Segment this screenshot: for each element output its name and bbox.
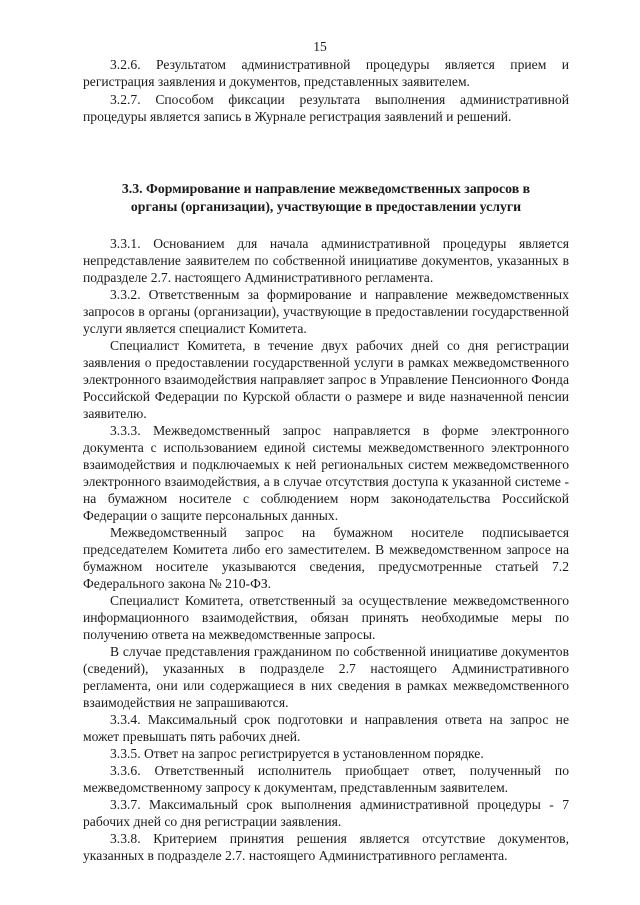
paragraph-specialist-request: Специалист Комитета, в течение двух рабочих дней со дня регистрации заявления о предоставлении государственной услуги в рамках межведомственного электронного взаимодействия направляет запрос в Управление Пенсионного Фонда Российской Федерации по Курской области о размере и виде назначенной пенсии заявителю. <box>83 338 569 421</box>
paragraph-3-3-5: 3.3.5. Ответ на запрос регистрируется в установленном порядке. <box>110 746 484 761</box>
paragraph-3-3-3: 3.3.3. Межведомственный запрос направляется в форме электронного документа с использованием единой системы межведомственного электронного взаимодействия и подключаемых к ней региональных систем межведомственного электронного взаимодействия, а в случае отсутствия доступа к указанной системе - на бумажном носителе с соблюдением норм законодательства Российской Федерации о защите персональных данных. <box>83 423 569 523</box>
paragraph-own-initiative: В случае представления гражданином по собственной инициативе документов (сведений), указанных в подразделе 2.7 настоящего Административного регламента, они или содержащиеся в них сведения в рамках межведомственного взаимодействия не запрашиваются. <box>83 644 569 710</box>
section-heading-line-1: 3.3. Формирование и направление межведомственных запросов в <box>121 181 531 196</box>
paragraph-paper-request: Межведомственный запрос на бумажном носителе подписывается председателем Комитета либо его заместителем. В межведомственном запросе на бумажном носителе указываются сведения, предусмотренные статьей 7.2 Федерального закона № 210-ФЗ. <box>83 525 569 591</box>
paragraph-3-3-2: 3.3.2. Ответственным за формирование и направление межведомственных запросов в органы (организации), участвующие в предоставлении государственной услуги является специалист Комитета. <box>83 287 569 336</box>
section-heading-line-2: органы (организации), участвующие в предоставлении услуги <box>130 199 522 214</box>
paragraph-3-3-8: 3.3.8. Критерием принятия решения является отсутствие документов, указанных в подразделе 2.7. настоящего Административного регламента. <box>83 831 569 863</box>
section-body <box>83 235 569 864</box>
paragraph-3-3-7: 3.3.7. Максимальный срок выполнения административной процедуры - 7 рабочих дней со дня регистрации заявления. <box>83 797 569 829</box>
paragraph-3-3-1: 3.3.1. Основанием для начала административной процедуры является непредставление заявителем по собственной инициативе документов, указанных в подразделе 2.7. настоящего Административного регламента. <box>83 236 569 285</box>
page-number: 15 <box>313 39 327 54</box>
section-heading <box>83 180 569 216</box>
paragraph-3-3-4: 3.3.4. Максимальный срок подготовки и направления ответа на запрос не может превышать пять рабочих дней. <box>83 712 569 744</box>
paragraph-3-3-6: 3.3.6. Ответственный исполнитель приобщает ответ, полученный по межведомственному запросу к документам, представленным заявителем. <box>83 763 569 795</box>
paragraph-responsible-specialist: Специалист Комитета, ответственный за осуществление межведомственного информационного взаимодействия, обязан принять необходимые меры по получению ответа на межведомственные запросы. <box>83 593 569 642</box>
paragraph-3-2-6: 3.2.6. Результатом административной процедуры является прием и регистрация заявления и документов, представленных заявителем. <box>83 57 569 89</box>
paragraph-3-2-7: 3.2.7. Способом фиксации результата выполнения административной процедуры является запись в Журнале регистрация заявлений и решений. <box>83 92 569 124</box>
top-paragraphs <box>83 56 569 125</box>
